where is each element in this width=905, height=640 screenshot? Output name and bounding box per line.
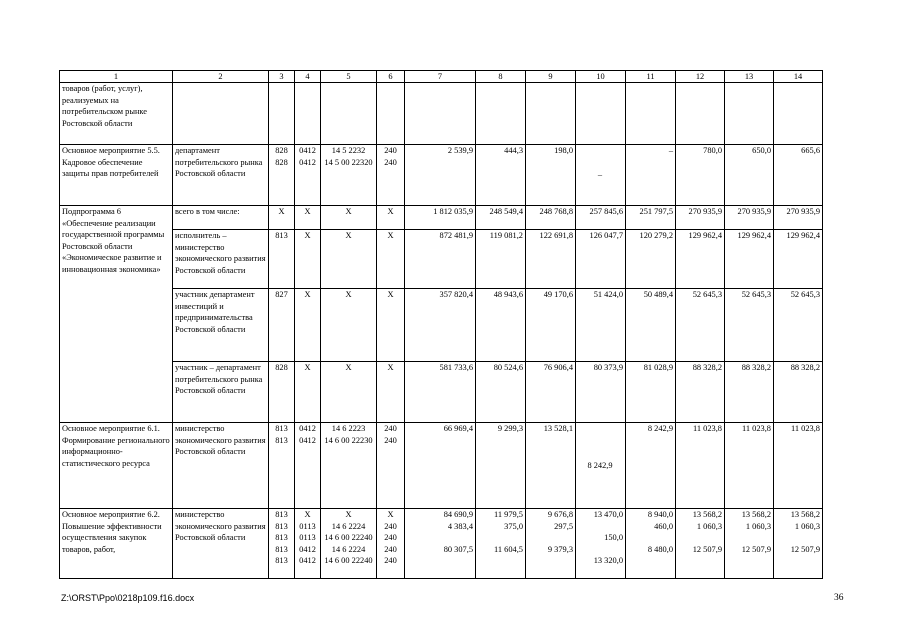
amount-cell [576,83,626,145]
vr-cell: Х [377,289,405,362]
amount-cell: 11 023,8 [725,423,774,509]
amount-cell: 270 935,9 [774,206,823,230]
amount-cell: 76 906,4 [526,362,576,423]
amount-cell: 120 279,2 [626,230,676,289]
amount-cell: 9 299,3 [476,423,526,509]
column-header-8: 8 [476,71,526,83]
amount-cell: 88 328,2 [725,362,774,423]
grbs-cell: 813 813 [269,423,295,509]
amount-cell: 84 690,9 4 383,4 80 307,5 [405,509,476,579]
amount-cell: 126 047,7 [576,230,626,289]
measure-name-cell: товаров (работ, услуг), реализуемых на потребительском рынке Ростовской области [60,83,173,145]
responsible-cell: участник – департамент потребительского рынка Ростовской области [173,362,269,423]
amount-cell: 50 489,4 [626,289,676,362]
amount-cell: 80 373,9 [576,362,626,423]
amount-cell: 11 023,8 [676,423,725,509]
amount-cell: 248 768,8 [526,206,576,230]
csr-cell: Х [321,289,377,362]
amount-cell: 270 935,9 [676,206,725,230]
amount-cell: 1 812 035,9 [405,206,476,230]
column-header-14: 14 [774,71,823,83]
amount-cell: 51 424,0 [576,289,626,362]
budget-table [59,70,823,579]
measure-name-cell: Подпрограмма 6 «Обеспечение реализации государственной программы Ростовской области «Экономическое развитие и инновационная экономика» [60,206,173,423]
amount-cell: 581 733,6 [405,362,476,423]
measure-name-cell: Основное мероприятие 6.1. Формирование регионального информационно-статистического ресурса [60,423,173,509]
column-header-3: 3 [269,71,295,83]
table-row [60,362,823,423]
csr-cell: 14 5 2232 14 5 00 22320 [321,145,377,206]
responsible-cell: исполнитель – министерство экономического развития Ростовской области [173,230,269,289]
amount-cell: 129 962,4 [676,230,725,289]
amount-cell: 665,6 [774,145,823,206]
amount-cell: 88 328,2 [774,362,823,423]
page-number: 36 [834,593,844,603]
amount-cell: 129 962,4 [774,230,823,289]
responsible-cell: министерство экономического развития Ростовской области [173,509,269,579]
section-cell: Х [295,289,321,362]
amount-cell: 49 170,6 [526,289,576,362]
table-row [60,145,823,206]
vr-cell: 240 240 [377,145,405,206]
header-row [60,71,823,83]
vr-cell [377,83,405,145]
table-row [60,509,823,579]
amount-cell: 9 676,8 297,5 9 379,3 [526,509,576,579]
column-header-7: 7 [405,71,476,83]
vr-cell: 240 240 [377,423,405,509]
amount-cell: 66 969,4 [405,423,476,509]
column-header-2: 2 [173,71,269,83]
amount-cell: 780,0 [676,145,725,206]
column-header-4: 4 [295,71,321,83]
csr-cell [321,83,377,145]
amount-cell: 52 645,3 [774,289,823,362]
table-row [60,423,823,509]
responsible-cell: участник департамент инвестиций и предпринимательства Ростовской области [173,289,269,362]
amount-cell [476,83,526,145]
grbs-cell: 813 [269,230,295,289]
amount-cell: 872 481,9 [405,230,476,289]
amount-cell: 198,0 [526,145,576,206]
grbs-cell: 828 828 [269,145,295,206]
amount-cell: – [626,145,676,206]
amount-cell: 13 470,0 150,0 13 320,0 [576,509,626,579]
column-header-5: 5 [321,71,377,83]
grbs-cell [269,83,295,145]
amount-cell: 129 962,4 [725,230,774,289]
responsible-cell: министерство экономического развития Ростовской области [173,423,269,509]
amount-cell [526,83,576,145]
amount-cell: 270 935,9 [725,206,774,230]
column-header-1: 1 [60,71,173,83]
csr-cell: Х [321,362,377,423]
section-cell [295,83,321,145]
amount-cell: 8 242,9 [576,423,626,509]
amount-cell [725,83,774,145]
section-cell: Х [295,230,321,289]
table-row [60,206,823,230]
column-header-9: 9 [526,71,576,83]
section-cell: 0412 0412 [295,423,321,509]
amount-cell: 2 539,9 [405,145,476,206]
grbs-cell: 828 [269,362,295,423]
amount-cell: 13 568,2 1 060,3 12 507,9 [676,509,725,579]
amount-cell: 13 568,2 1 060,3 12 507,9 [725,509,774,579]
amount-cell [405,83,476,145]
vr-cell: Х [377,362,405,423]
grbs-cell: 827 [269,289,295,362]
vr-cell: Х [377,230,405,289]
amount-cell: 48 943,6 [476,289,526,362]
column-header-13: 13 [725,71,774,83]
amount-cell: 81 028,9 [626,362,676,423]
table-row [60,83,823,145]
column-header-6: 6 [377,71,405,83]
amount-cell: 13 528,1 [526,423,576,509]
measure-name-cell: Основное мероприятие 6.2. Повышение эффективности осуществления закупок товаров, работ, [60,509,173,579]
amount-cell: 11 979,5 375,0 11 604,5 [476,509,526,579]
column-header-12: 12 [676,71,725,83]
amount-cell: 52 645,3 [725,289,774,362]
measure-name-cell: Основное мероприятие 5.5. Кадровое обеспечение защиты прав потребителей [60,145,173,206]
responsible-cell: всего в том числе: [173,206,269,230]
section-cell: Х [295,362,321,423]
amount-cell: 11 023,8 [774,423,823,509]
amount-cell: 13 568,2 1 060,3 12 507,9 [774,509,823,579]
csr-cell: Х [321,230,377,289]
section-cell: 0412 0412 [295,145,321,206]
table-row [60,230,823,289]
vr-cell: Х 240 240 240 240 [377,509,405,579]
amount-cell: 88 328,2 [676,362,725,423]
section-cell: Х [295,206,321,230]
file-path: Z:\ORST\Ppo\0218p109.f16.docx [61,593,195,603]
amount-cell: – [576,145,626,206]
responsible-cell [173,83,269,145]
section-cell: Х 0113 0113 0412 0412 [295,509,321,579]
amount-cell: 119 081,2 [476,230,526,289]
csr-cell: Х 14 6 2224 14 6 00 22240 14 6 2224 14 6 00 22240 [321,509,377,579]
table-row [60,289,823,362]
amount-cell: 52 645,3 [676,289,725,362]
amount-cell [676,83,725,145]
amount-cell: 357 820,4 [405,289,476,362]
amount-cell: 251 797,5 [626,206,676,230]
amount-cell: 8 940,0 460,0 8 480,0 [626,509,676,579]
csr-cell: 14 6 2223 14 6 00 22230 [321,423,377,509]
amount-cell: 80 524,6 [476,362,526,423]
column-header-10: 10 [576,71,626,83]
column-header-11: 11 [626,71,676,83]
responsible-cell: департамент потребительского рынка Ростовской области [173,145,269,206]
csr-cell: Х [321,206,377,230]
amount-cell: 444,3 [476,145,526,206]
vr-cell: Х [377,206,405,230]
grbs-cell: 813 813 813 813 813 [269,509,295,579]
grbs-cell: Х [269,206,295,230]
amount-cell: 257 845,6 [576,206,626,230]
amount-cell [626,83,676,145]
amount-cell: 248 549,4 [476,206,526,230]
amount-cell: 8 242,9 [626,423,676,509]
amount-cell: 122 691,8 [526,230,576,289]
amount-cell: 650,0 [725,145,774,206]
amount-cell [774,83,823,145]
